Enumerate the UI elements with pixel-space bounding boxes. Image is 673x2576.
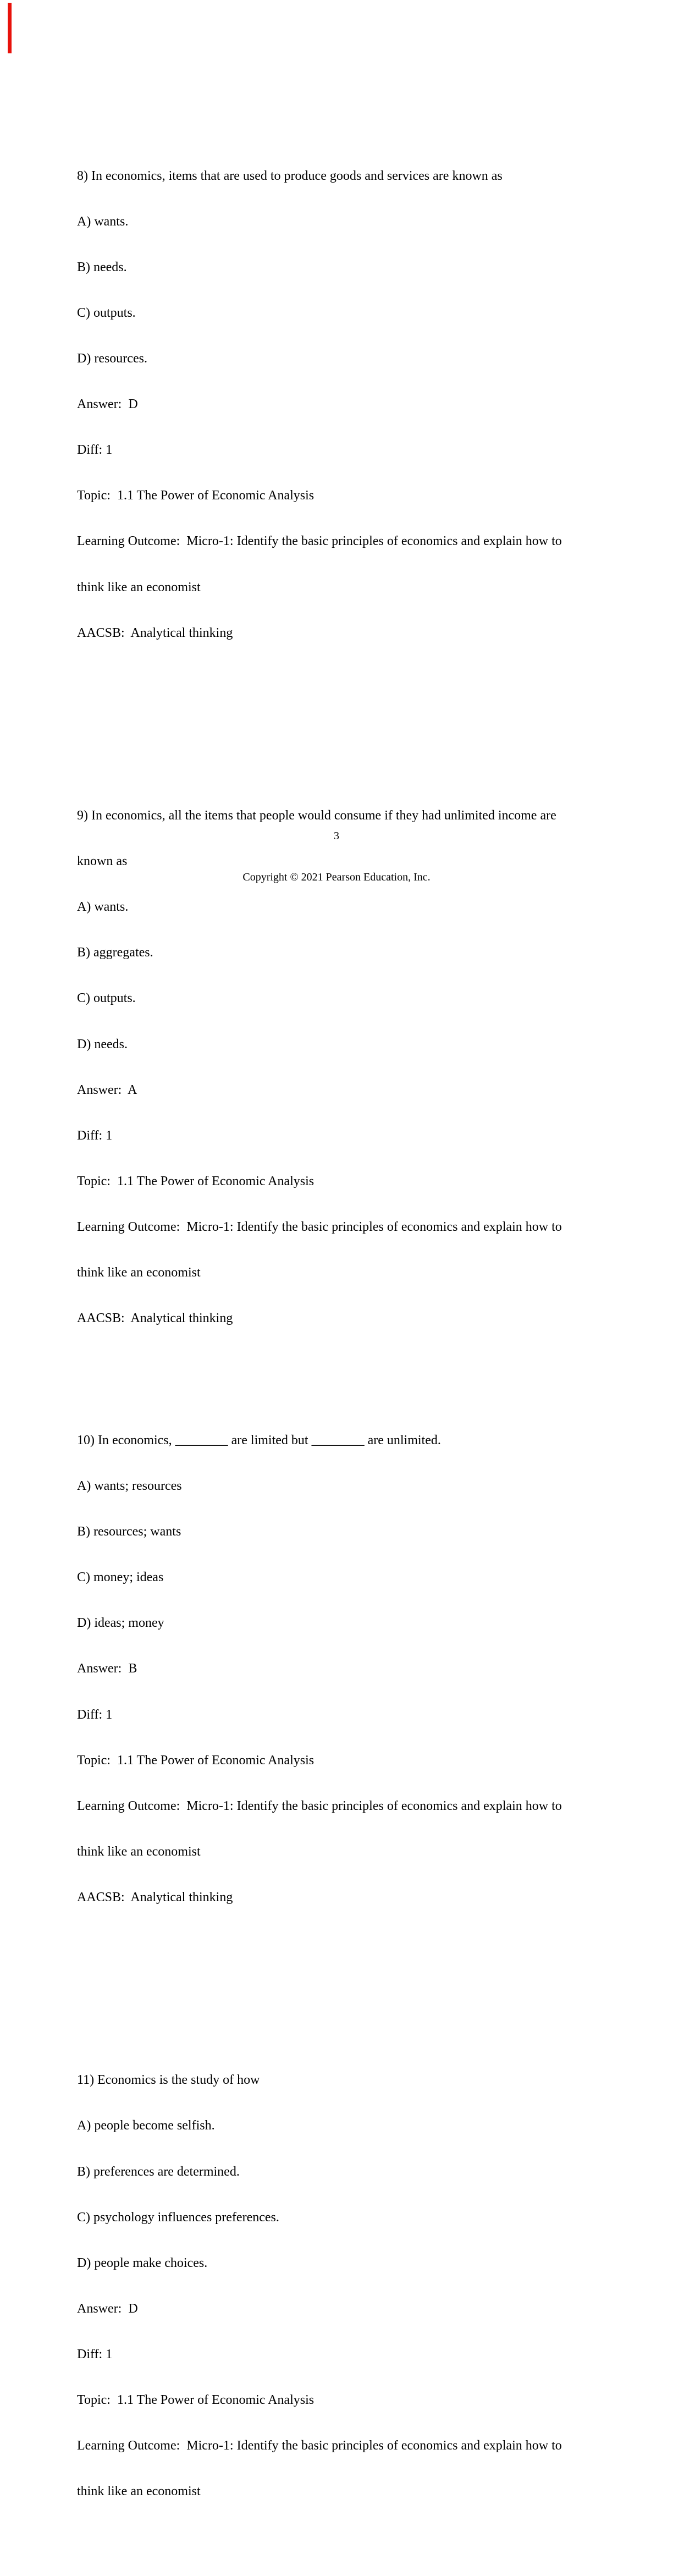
q10-option-c: C) money; ideas — [77, 1570, 164, 1585]
q8-aacsb: AACSB: Analytical thinking — [77, 625, 233, 640]
q8-answer: Answer: D — [77, 397, 138, 412]
q11-stem: 11) Economics is the study of how — [77, 2073, 260, 2088]
q9-topic: Topic: 1.1 The Power of Economic Analysis — [77, 1174, 315, 1188]
q11-option-b: B) preferences are determined. — [77, 2164, 240, 2179]
q11-diff: Diff: 1 — [77, 2347, 113, 2362]
q9-option-d: D) needs. — [77, 1037, 128, 1052]
question-10 — [77, 1402, 627, 1936]
question-11 — [77, 2043, 627, 2530]
q10-learning-outcome-cont: think like an economist — [77, 1844, 201, 1859]
question-8 — [77, 138, 627, 671]
q10-aacsb: AACSB: Analytical thinking — [77, 1890, 233, 1905]
q9-stem: 9) In economics, all the items that people would consume if they had unlimited income are — [77, 808, 556, 823]
q8-option-b: B) needs. — [77, 260, 127, 274]
page-footer — [0, 804, 673, 912]
q11-topic: Topic: 1.1 The Power of Economic Analysis — [77, 2393, 315, 2408]
q10-option-d: D) ideas; money — [77, 1616, 164, 1631]
q8-learning-outcome-cont: think like an economist — [77, 580, 201, 595]
q9-diff: Diff: 1 — [77, 1128, 113, 1143]
q8-option-a: A) wants. — [77, 214, 129, 229]
q10-topic: Topic: 1.1 The Power of Economic Analysis — [77, 1753, 315, 1768]
q10-stem: 10) In economics, ________ are limited but ________ are unlimited. — [77, 1433, 441, 1447]
q11-learning-outcome-cont: think like an economist — [77, 2484, 201, 2499]
q9-option-b: B) aggregates. — [77, 945, 153, 960]
q8-topic: Topic: 1.1 The Power of Economic Analysis — [77, 488, 315, 503]
copyright-notice: Copyright © 2021 Pearson Education, Inc. — [242, 871, 431, 883]
q9-stem-cont: known as — [77, 854, 128, 869]
q9-aacsb: AACSB: Analytical thinking — [77, 1311, 233, 1326]
page-body-text — [77, 92, 627, 2576]
q8-option-d: D) resources. — [77, 351, 147, 366]
q8-diff: Diff: 1 — [77, 443, 113, 458]
q10-option-b: B) resources; wants — [77, 1524, 181, 1539]
q11-option-a: A) people become selfish. — [77, 2118, 215, 2133]
q10-diff: Diff: 1 — [77, 1707, 113, 1722]
q9-option-c: C) outputs. — [77, 991, 136, 1006]
q10-answer: Answer: B — [77, 1661, 137, 1676]
q9-learning-outcome-cont: think like an economist — [77, 1265, 201, 1280]
page-number: 3 — [334, 830, 339, 842]
blank-line — [77, 1981, 627, 1997]
q8-learning-outcome: Learning Outcome: Micro-1: Identify the basic principles of economics and explain how to — [77, 534, 562, 549]
q11-option-c: C) psychology influences preferences. — [77, 2210, 279, 2225]
q11-option-d: D) people make choices. — [77, 2255, 208, 2270]
q11-answer: Answer: D — [77, 2301, 138, 2316]
q8-option-c: C) outputs. — [77, 305, 136, 320]
q8-stem: 8) In economics, items that are used to produce goods and services are known as — [77, 168, 503, 183]
red-margin-marker — [8, 3, 12, 53]
q9-answer: Answer: A — [77, 1082, 137, 1097]
q9-learning-outcome: Learning Outcome: Micro-1: Identify the basic principles of economics and explain how to — [77, 1220, 562, 1235]
q9-option-a: A) wants. — [77, 900, 129, 915]
q10-option-a: A) wants; resources — [77, 1478, 182, 1493]
q11-learning-outcome: Learning Outcome: Micro-1: Identify the basic principles of economics and explain how to — [77, 2439, 562, 2453]
q10-learning-outcome: Learning Outcome: Micro-1: Identify the basic principles of economics and explain how to — [77, 1798, 562, 1813]
blank-line — [77, 717, 627, 733]
